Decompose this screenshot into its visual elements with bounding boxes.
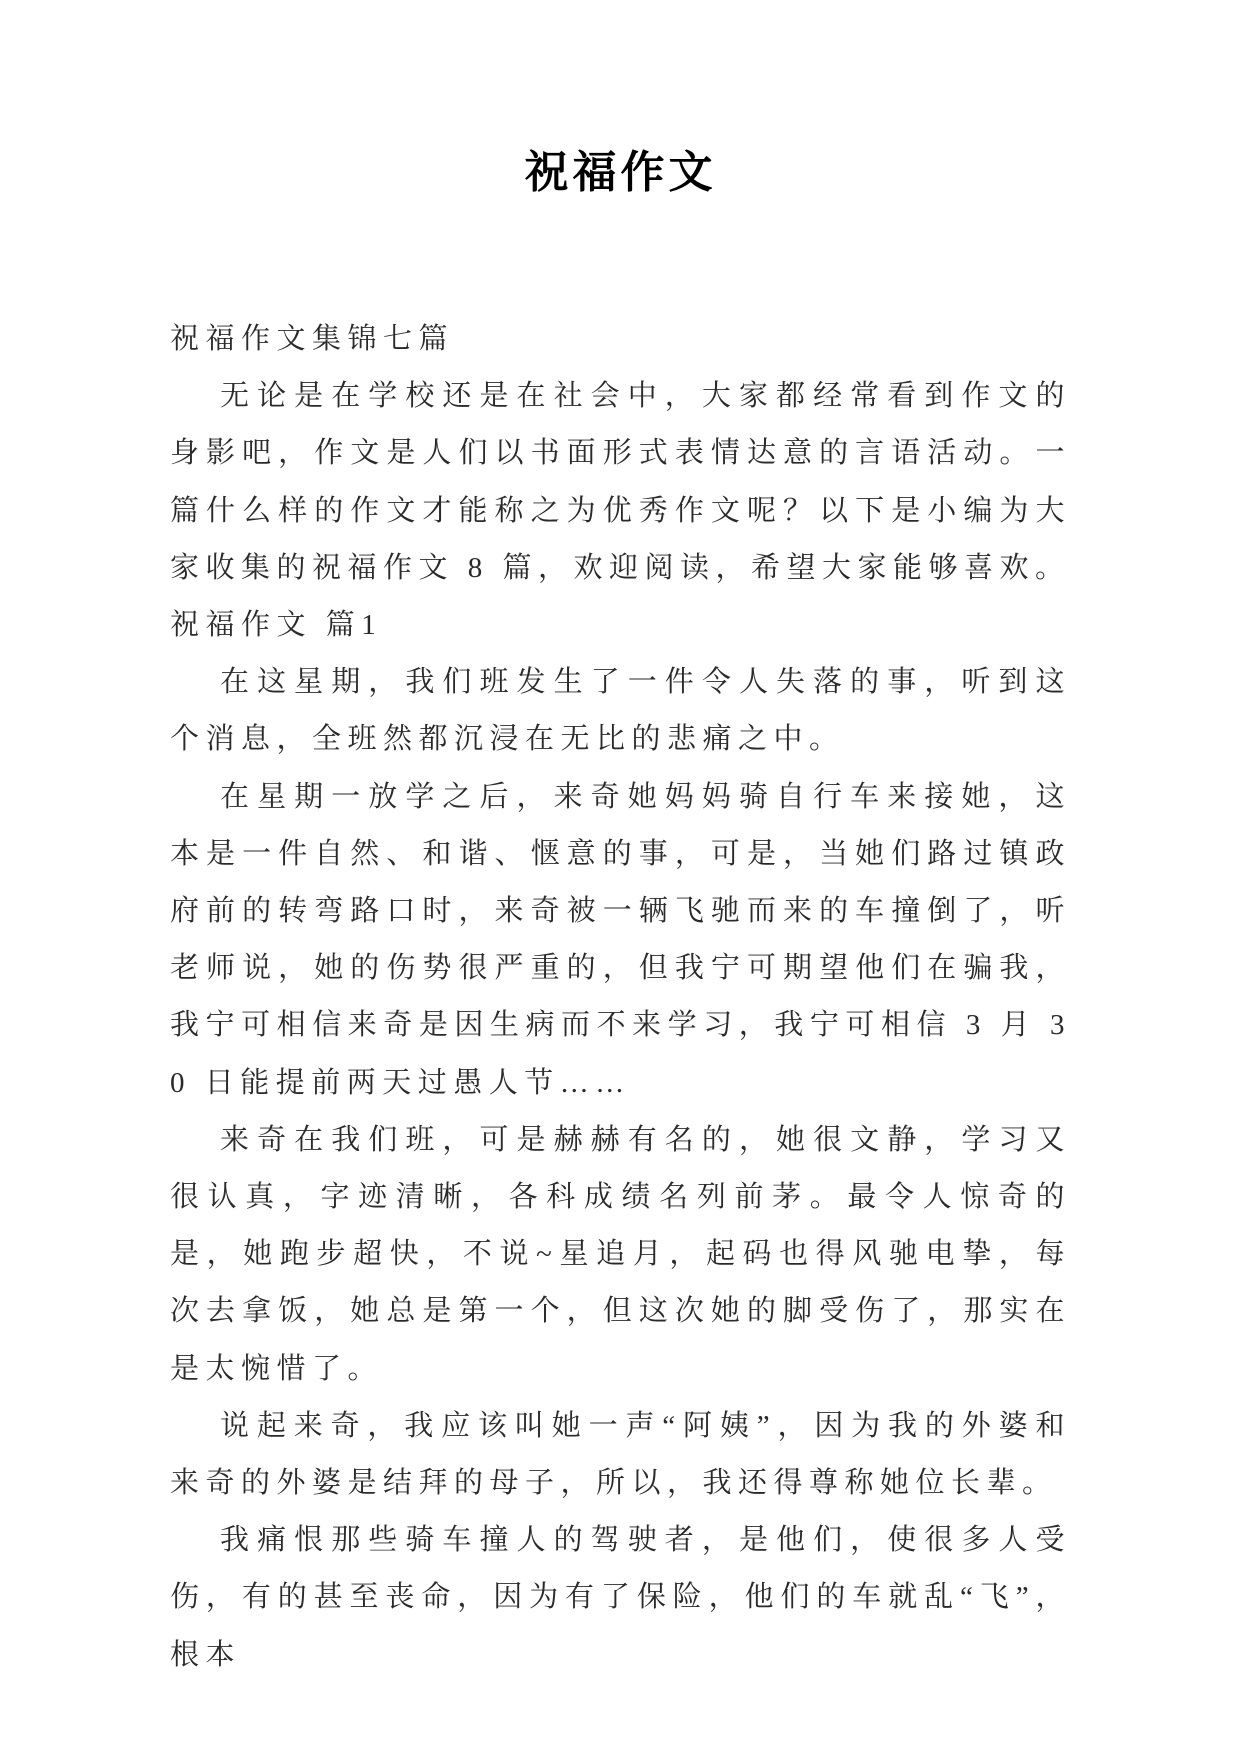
document-body xyxy=(170,311,1071,1684)
essay-paragraph: 在这星期，我们班发生了一件令人失落的事，听到这个消息，全班然都沉浸在无比的悲痛之中。 xyxy=(170,666,1071,756)
document-title: 祝福作文 xyxy=(524,148,717,197)
essay-paragraph: 说起来奇，我应该叫她一声“阿姨”，因为我的外婆和来奇的外婆是结拜的母子，所以，我还得尊称她位长辈。 xyxy=(170,1409,1071,1500)
essay-paragraph: 我痛恨那些骑车撞人的驾驶者，是他们，使很多人受伤，有的甚至丧命，因为有了保险，他们的车就乱“飞”，根本 xyxy=(170,1524,1071,1671)
essay-collection-heading: 祝福作文集锦七篇 xyxy=(170,323,455,355)
essay-paragraph: 在星期一放学之后，来奇她妈妈骑自行车来接她，这本是一件自然、和谐、惬意的事，可是，当她们路过镇政府前的转弯路口时，来奇被一辆飞驰而来的车撞倒了，听老师说，她的伤势很严重的，但我宁可期望他们在骗我，我宁可相信来奇是因生病而不来学习，我宁可相信 3 月 30 日能提前两天过愚人节…… xyxy=(170,780,1071,1099)
essay-intro-paragraph: 无论是在学校还是在社会中，大家都经常看到作文的身影吧，作文是人们以书面形式表情达意的言语活动。一篇什么样的作文才能称之为优秀作文呢？以下是小编为大家收集的祝福作文 8 篇，欢迎阅读，希望大家能够喜欢。 xyxy=(170,380,1071,584)
essay-section-heading: 祝福作文 篇1 xyxy=(170,609,383,642)
essay-paragraph: 来奇在我们班，可是赫赫有名的，她很文静，学习又很认真，字迹清晰，各科成绩名列前茅。最令人惊奇的是，她跑步超快，不说~星追月，起码也得风驰电挚，每次去拿饭，她总是第一个，但这次她的脚受伤了，那实在是太惋惜了。 xyxy=(170,1123,1071,1385)
